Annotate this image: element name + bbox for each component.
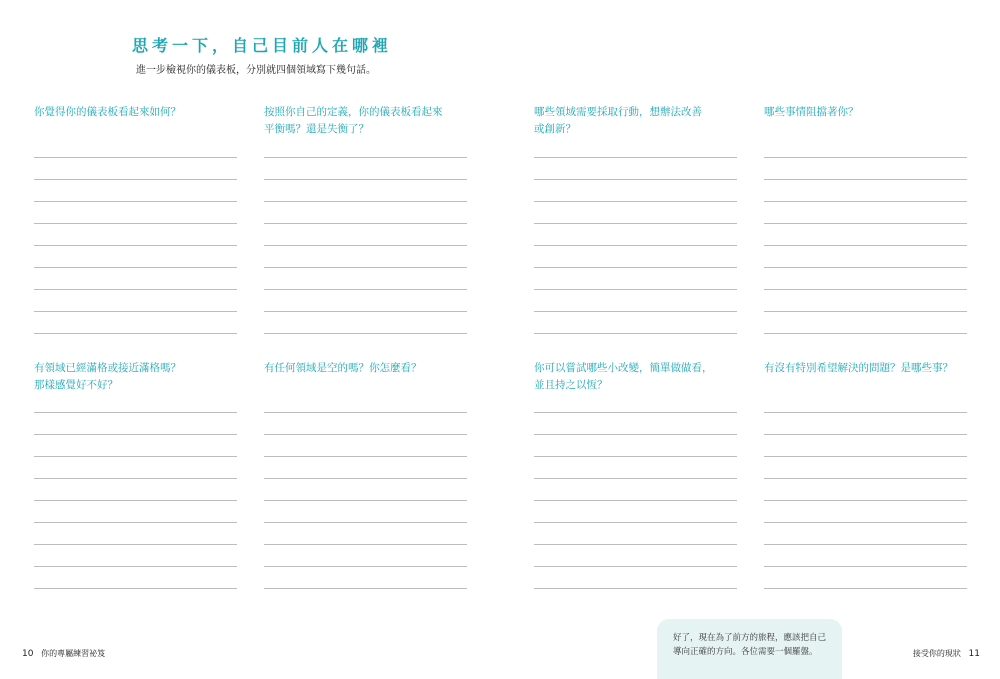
page-subtitle: 進一步檢視你的儀表板，分別就四個領域寫下幾句話。 — [136, 65, 376, 76]
writing-line — [534, 267, 737, 268]
question-block-5 — [34, 360, 237, 394]
writing-line — [534, 201, 737, 202]
writing-line — [764, 588, 967, 589]
question-prompt: 哪些事情阻擋著你？ — [764, 106, 859, 118]
callout-text: 導向正確的方向。各位需要一個羅盤。 — [673, 647, 818, 657]
writing-line — [534, 223, 737, 224]
writing-line — [764, 311, 967, 312]
right-chapter-title: 接受你的現狀 — [912, 649, 961, 658]
writing-line — [264, 500, 467, 501]
writing-line — [534, 478, 737, 479]
writing-line — [34, 267, 237, 268]
writing-line — [264, 223, 467, 224]
writing-line — [34, 566, 237, 567]
writing-line — [534, 522, 737, 523]
writing-line — [764, 522, 967, 523]
question-block-1 — [34, 104, 237, 138]
writing-line — [264, 412, 467, 413]
writing-line — [764, 478, 967, 479]
question-prompt: 哪些領域需要採取行動，想辦法改善 或創新？ — [534, 106, 702, 135]
question-block-2 — [264, 104, 467, 138]
writing-line — [764, 179, 967, 180]
writing-line — [764, 500, 967, 501]
left-folio — [22, 648, 105, 659]
writing-line — [534, 412, 737, 413]
callout-box — [657, 619, 842, 679]
writing-line — [764, 157, 967, 158]
writing-line — [764, 412, 967, 413]
writing-line — [534, 311, 737, 312]
writing-line — [264, 245, 467, 246]
writing-line — [534, 566, 737, 567]
writing-line — [34, 478, 237, 479]
question-prompt: 有沒有特別希望解決的問題？是哪些事？ — [764, 362, 953, 374]
writing-line — [34, 412, 237, 413]
writing-line — [264, 179, 467, 180]
writing-line — [764, 289, 967, 290]
writing-line — [764, 201, 967, 202]
writing-line — [34, 311, 237, 312]
right-page-number: 11 — [968, 649, 980, 659]
callout-text: 好了，現在為了前方的旅程，應該把自己 — [673, 633, 827, 643]
writing-line — [534, 544, 737, 545]
writing-line — [264, 267, 467, 268]
writing-line — [764, 245, 967, 246]
left-page-number: 10 — [22, 649, 34, 659]
writing-line — [534, 157, 737, 158]
writing-line — [34, 289, 237, 290]
writing-line — [34, 522, 237, 523]
right-folio — [913, 648, 980, 659]
writing-line — [264, 201, 467, 202]
writing-line — [534, 333, 737, 334]
page-title: 思考一下，自己目前人在哪裡 — [132, 36, 393, 55]
writing-line — [534, 500, 737, 501]
question-prompt: 有領域已經滿格或接近滿格嗎？ 那樣感覺好不好？ — [34, 362, 181, 391]
writing-line — [34, 223, 237, 224]
writing-line — [34, 544, 237, 545]
writing-line — [764, 267, 967, 268]
writing-line — [34, 500, 237, 501]
writing-line — [34, 201, 237, 202]
question-block-3 — [534, 104, 737, 138]
writing-line — [534, 434, 737, 435]
left-book-title: 你的專屬練習祕笈 — [41, 649, 106, 658]
question-prompt: 你可以嘗試哪些小改變，簡單做做看， 並且持之以恆？ — [534, 362, 713, 391]
question-block-6 — [264, 360, 467, 394]
question-prompt: 有任何領域是空的嗎？你怎麼看？ — [264, 362, 422, 374]
writing-line — [764, 333, 967, 334]
writing-line — [264, 544, 467, 545]
question-prompt: 按照你自己的定義，你的儀表板看起來 平衡嗎？還是失衡了？ — [264, 106, 443, 135]
writing-line — [534, 456, 737, 457]
writing-line — [264, 588, 467, 589]
writing-line — [764, 456, 967, 457]
writing-line — [264, 478, 467, 479]
writing-line — [264, 566, 467, 567]
writing-line — [764, 566, 967, 567]
writing-line — [764, 223, 967, 224]
question-block-8 — [764, 360, 967, 394]
writing-line — [264, 434, 467, 435]
writing-line — [264, 456, 467, 457]
writing-line — [34, 245, 237, 246]
writing-line — [534, 289, 737, 290]
writing-line — [264, 311, 467, 312]
writing-line — [264, 289, 467, 290]
writing-line — [34, 588, 237, 589]
writing-line — [34, 456, 237, 457]
question-block-7 — [534, 360, 737, 394]
writing-line — [534, 179, 737, 180]
question-block-4 — [764, 104, 967, 138]
writing-line — [764, 544, 967, 545]
writing-line — [264, 157, 467, 158]
writing-line — [34, 179, 237, 180]
writing-line — [764, 434, 967, 435]
writing-line — [264, 522, 467, 523]
writing-line — [264, 333, 467, 334]
writing-line — [34, 333, 237, 334]
writing-line — [534, 588, 737, 589]
writing-line — [534, 245, 737, 246]
writing-line — [34, 434, 237, 435]
question-prompt: 你覺得你的儀表板看起來如何？ — [34, 106, 181, 118]
writing-line — [34, 157, 237, 158]
